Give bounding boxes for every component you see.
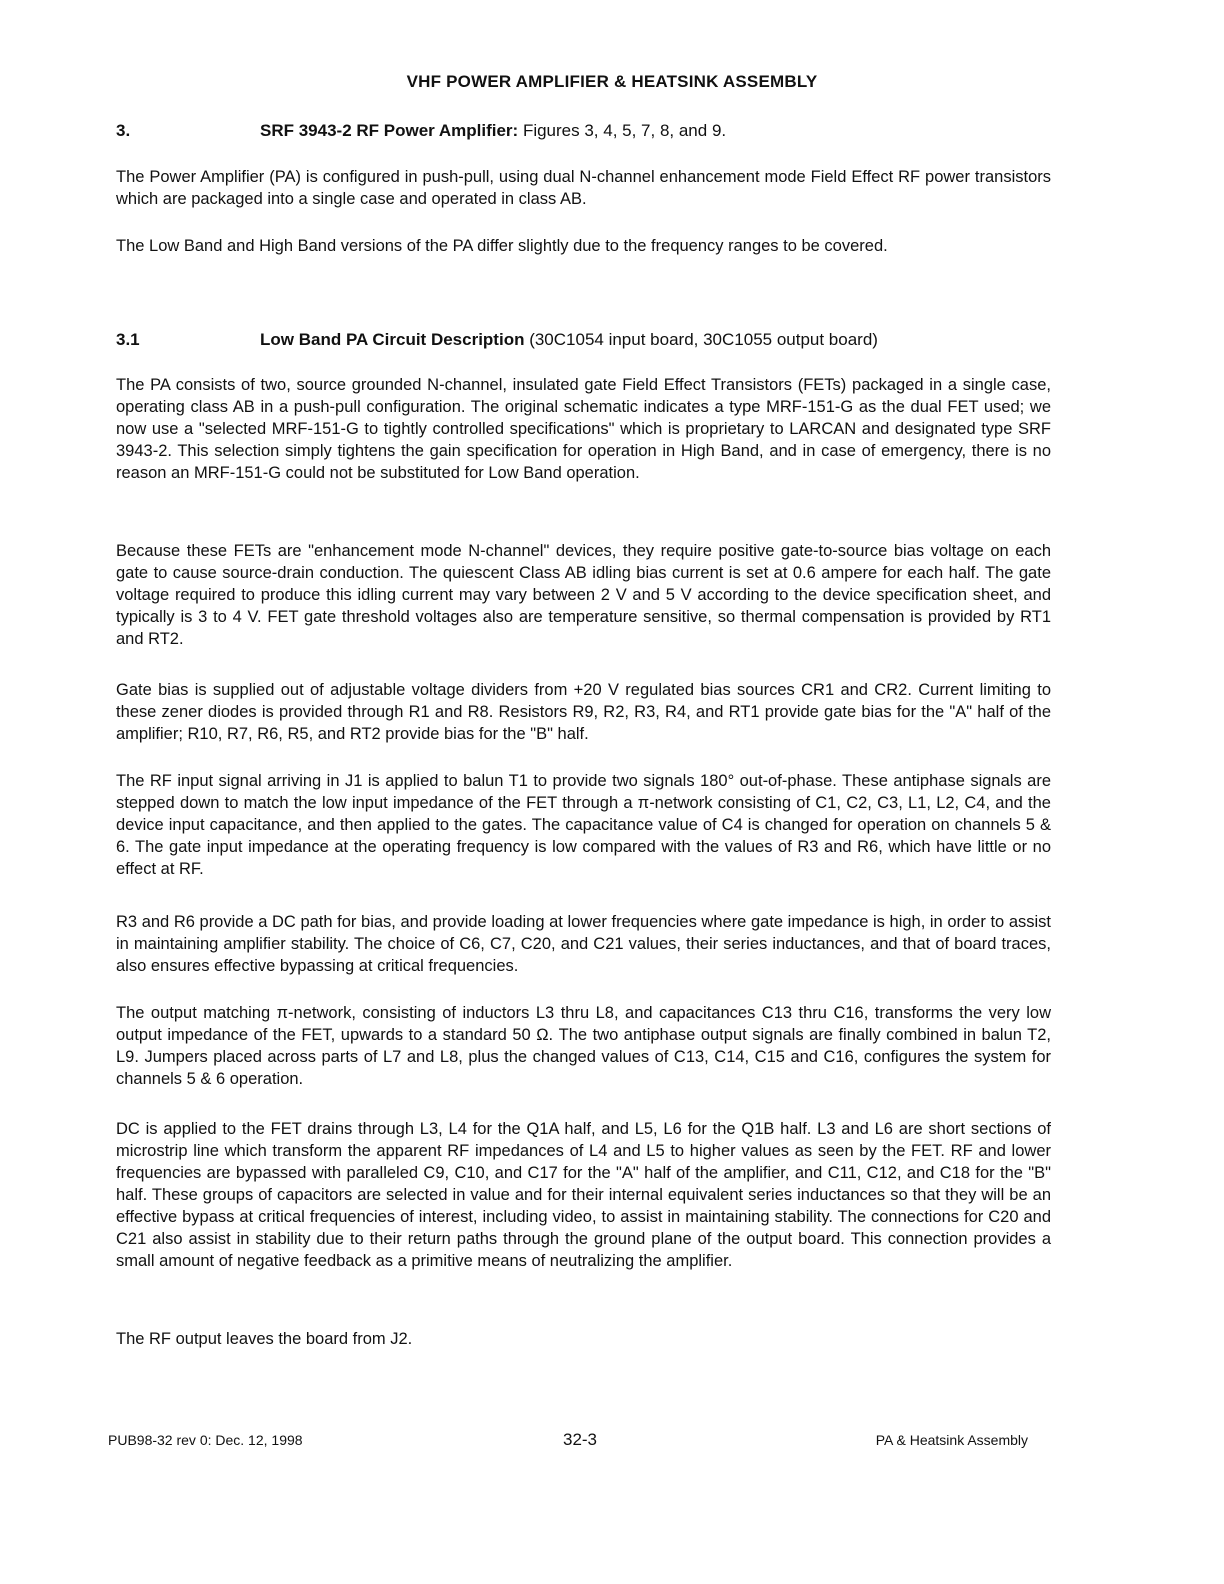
section-3-1-paragraph-8: The RF output leaves the board from J2. [116, 1330, 413, 1348]
section-3-1-boards: (30C1054 input board, 30C1055 output board) [524, 330, 878, 349]
section-3-1-paragraph-4: The RF input signal arriving in J1 is applied to balun T1 to provide two signals 180° out-of-phase. These antiphase signals are stepped down to match the low input impedance of the FET through a π-network consisting of C1, C2, C3, L1, L2, C4, and the device input capacitance, and then applied to the gates. The capacitance value of C4 is changed for operation on channels 5 & 6. The gate input impedance at the operating frequency is low compared with the values of R3 and R6, which have little or no effect at RF. [116, 772, 1051, 878]
section-3-1-paragraph-3: Gate bias is supplied out of adjustable voltage dividers from +20 V regulated bias sources CR1 and CR2. Current limiting to these zener diodes is provided through R1 and R8. Resistors R9, R2, R3, R4, and RT1 provide gate bias for the "A" half of the amplifier; R10, R7, R6, R5, and RT2 provide bias for the "B" half. [116, 681, 1051, 743]
section-3-1-paragraph-2: Because these FETs are "enhancement mode N-channel" devices, they require positive gate-to-source bias voltage on each gate to cause source-drain conduction. The quiescent Class AB idling bias current is set at 0.6 ampere for each half. The gate voltage required to produce this idling current may vary between 2 V and 5 V according to the device specification sheet, and typically is 3 to 4 V. FET gate threshold voltages also are temperature sensitive, so thermal compensation is provided by RT1 and RT2. [116, 542, 1051, 648]
footer-publication: PUB98-32 rev 0: Dec. 12, 1998 [108, 1432, 303, 1448]
section-3-paragraph-2: The Low Band and High Band versions of the PA differ slightly due to the frequency ranges to be covered. [116, 237, 888, 255]
section-3-1-paragraph-7: DC is applied to the FET drains through L3, L4 for the Q1A half, and L5, L6 for the Q1B half. L3 and L6 are short sections of microstrip line which transform the apparent RF impedances of L4 and L5 to higher values as seen by the FET. RF and lower frequencies are bypassed with paralleled C9, C10, and C17 for the "A" half of the amplifier, and C11, C12, and C18 for the "B" half. These groups of capacitors are selected in value and for their internal equivalent series inductances so that they will be an effective bypass at critical frequencies of interest, including video, to assist in maintaining stability. The connections for C20 and C21 also assist in stability due to their return paths through the ground plane of the output board. This connection provides a small amount of negative feedback as a primitive means of neutralizing the amplifier. [116, 1120, 1051, 1270]
section-3-1-paragraph-5: R3 and R6 provide a DC path for bias, and provide loading at lower frequencies where gate impedance is high, in order to assist in maintaining amplifier stability. The choice of C6, C7, C20, and C21 values, their series inductances, and that of board traces, also ensures effective bypassing at critical frequencies. [116, 913, 1051, 975]
section-3-figures: Figures 3, 4, 5, 7, 8, and 9. [518, 121, 727, 140]
footer-page-number: 32-3 [562, 1430, 598, 1449]
section-3-1-paragraph-1: The PA consists of two, source grounded N-channel, insulated gate Field Effect Transistors (FETs) packaged in a single case, operating class AB in a push-pull configuration. The original schematic indicates a type MRF-151-G as the dual FET used; we now use a "selected MRF-151-G to tightly controlled specifications" which is proprietary to LARCAN and designated type SRF 3943-2. This selection simply tightens the gain specification for operation in High Band, and in case of emergency, there is no reason an MRF-151-G could not be substituted for Low Band operation. [116, 376, 1051, 482]
page-title: VHF POWER AMPLIFIER & HEATSINK ASSEMBLY [406, 72, 818, 91]
footer-section-name: PA & Heatsink Assembly [875, 1432, 1028, 1448]
section-3-number: 3. [116, 121, 131, 140]
section-3-1-number: 3.1 [116, 330, 140, 349]
section-3-1-paragraph-6: The output matching π-network, consisting of inductors L3 thru L8, and capacitances C13 thru C16, transforms the very low output impedance of the FET, upwards to a standard 50 Ω. The two antiphase output signals are finally combined in balun T2, L9. Jumpers placed across parts of L7 and L8, plus the changed values of C13, C14, C15 and C16, configures the system for channels 5 & 6 operation. [116, 1004, 1051, 1088]
section-3-1-title: Low Band PA Circuit Description [260, 330, 525, 349]
section-3-paragraph-1: The Power Amplifier (PA) is configured in push-pull, using dual N-channel enhancement mode Field Effect RF power transistors which are packaged into a single case and operated in class AB. [116, 168, 1051, 208]
section-3-title: SRF 3943-2 RF Power Amplifier: [260, 121, 519, 140]
